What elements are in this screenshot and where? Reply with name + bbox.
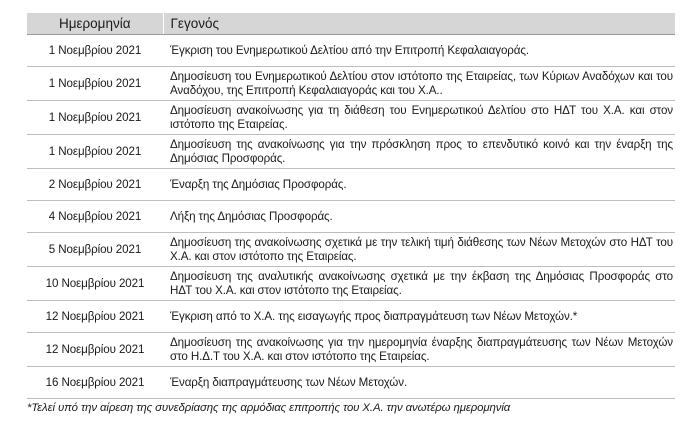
row-date: 12 Νοεμβρίου 2021	[27, 301, 163, 333]
row-event: Δημοσίευση ανακοίνωσης για τη διάθεση του Ενημερωτικού Δελτίου στο ΗΔΤ του Χ.Α. και στον ιστότοπο της Εταιρείας.	[163, 101, 675, 135]
row-date: 1 Νοεμβρίου 2021	[27, 35, 163, 67]
row-event: Δημοσίευση της αναλυτικής ανακοίνωσης σχετικά με την έκβαση της Δημόσιας Προσφοράς στο ΗΔΤ του Χ.Α. και στον ιστότοπο της Εταιρείας.	[163, 267, 675, 301]
row-date: 12 Νοεμβρίου 2021	[27, 333, 163, 367]
table-row	[27, 169, 675, 201]
table-header-row	[27, 13, 675, 35]
schedule-table	[27, 13, 675, 399]
row-event: Δημοσίευση της ανακοίνωσης για την πρόσκληση προς το επενδυτικό κοινό και την έναρξη της Δημόσιας Προσφοράς.	[163, 135, 675, 169]
table-row	[27, 267, 675, 301]
row-event: Έναρξη διαπραγμάτευσης των Νέων Μετοχών.	[163, 367, 675, 399]
row-date: 1 Νοεμβρίου 2021	[27, 67, 163, 101]
row-date: 1 Νοεμβρίου 2021	[27, 101, 163, 135]
row-date: 2 Νοεμβρίου 2021	[27, 169, 163, 201]
table-row	[27, 367, 675, 399]
row-date: 16 Νοεμβρίου 2021	[27, 367, 163, 399]
table-row	[27, 67, 675, 101]
table-row	[27, 101, 675, 135]
timetable	[27, 13, 675, 399]
row-date: 4 Νοεμβρίου 2021	[27, 201, 163, 233]
table-row	[27, 35, 675, 67]
row-date: 1 Νοεμβρίου 2021	[27, 135, 163, 169]
table-row	[27, 301, 675, 333]
row-event: Λήξη της Δημόσιας Προσφοράς.	[163, 201, 675, 233]
row-event: Έναρξη της Δημόσιας Προσφοράς.	[163, 169, 675, 201]
row-event: Δημοσίευση του Ενημερωτικού Δελτίου στον ιστότοπο της Εταιρείας, των Κύριων Αναδόχων και του Αναδόχου, της Επιτροπή Κεφαλαιαγοράς και του Χ.Α..	[163, 67, 675, 101]
table-row	[27, 135, 675, 169]
row-date: 10 Νοεμβρίου 2021	[27, 267, 163, 301]
row-event: Έγκριση από το Χ.Α. της εισαγωγής προς διαπραγμάτευση των Νέων Μετοχών.*	[163, 301, 675, 333]
row-event: Δημοσίευση της ανακοίνωσης για την ημερομηνία έναρξης διαπραγμάτευσης των Νέων Μετοχών στο Η.Δ.Τ του Χ.Α. και στον ιστότοπο της Εταιρείας.	[163, 333, 675, 367]
table-row	[27, 201, 675, 233]
header-event: Γεγονός	[163, 13, 675, 35]
footnote: *Τελεί υπό την αίρεση της συνεδρίασης της αρμόδιας επιτροπής του Χ.Α. την ανωτέρω ημερομηνία	[27, 402, 511, 414]
header-date: Ημερομηνία	[27, 13, 163, 35]
table-row	[27, 333, 675, 367]
table-row	[27, 233, 675, 267]
row-event: Έγκριση του Ενημερωτικού Δελτίου από την Επιτροπή Κεφαλαιαγοράς.	[163, 35, 675, 67]
row-event: Δημοσίευση της ανακοίνωσης σχετικά με την τελική τιμή διάθεσης των Νέων Μετοχών στο ΗΔΤ του Χ.Α. και στον ιστότοπο της Εταιρείας.	[163, 233, 675, 267]
row-date: 5 Νοεμβρίου 2021	[27, 233, 163, 267]
